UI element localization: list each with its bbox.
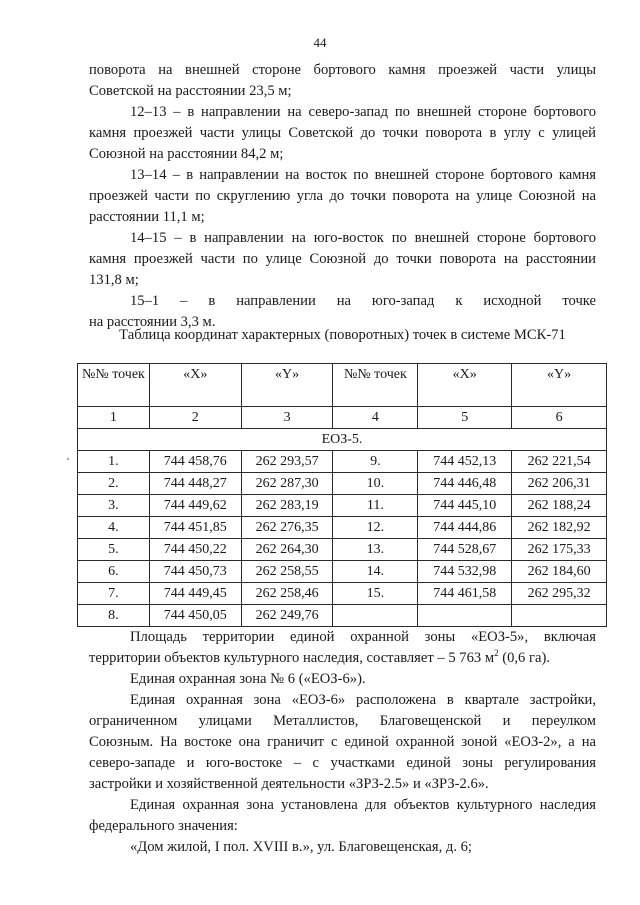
table-header-row bbox=[78, 364, 607, 407]
column-number: 5 bbox=[418, 407, 512, 429]
zone6-title: Единая охранная зона № 6 («ЕОЗ-6»). bbox=[130, 671, 366, 687]
table-cell: 744 450,22 bbox=[149, 539, 241, 561]
header-cell: «Y» bbox=[241, 364, 333, 407]
table-cell: 744 450,05 bbox=[149, 605, 241, 627]
header-cell: №№ точек bbox=[78, 364, 150, 407]
text-line: расстоянии 11,1 м; bbox=[89, 209, 205, 225]
table-cell: 744 461,58 bbox=[418, 583, 512, 605]
text-line: застройки и хозяйственной деятельности «ЗРЗ-2.5» и «ЗРЗ-2.6». bbox=[89, 776, 489, 792]
table-cell: 262 258,46 bbox=[241, 583, 333, 605]
table-column-numbers-row bbox=[78, 407, 607, 429]
column-number: 4 bbox=[333, 407, 418, 429]
table-cell: 262 293,57 bbox=[241, 451, 333, 473]
table-cell: 6. bbox=[78, 561, 150, 583]
table-cell: 8. bbox=[78, 605, 150, 627]
column-number: 6 bbox=[512, 407, 607, 429]
text-line: 14–15 – в направлении на юго-восток по внешней стороне бортового bbox=[130, 230, 596, 246]
table-cell: 4. bbox=[78, 517, 150, 539]
text-line: северо-западе и юго-востоке – с участками единой зоны регулирования bbox=[89, 755, 596, 771]
page-number: 44 bbox=[313, 35, 327, 50]
table-row bbox=[78, 495, 607, 517]
table-cell: 2. bbox=[78, 473, 150, 495]
text-line: камня проезжей части улицы Советской до точки поворота в углу с улицей bbox=[89, 125, 596, 141]
text-line: 131,8 м; bbox=[89, 272, 139, 288]
text-line: Союзным. На востоке она граничит с единой охранной зоной «ЕОЗ-2», а на bbox=[89, 734, 596, 750]
table-cell: 1. bbox=[78, 451, 150, 473]
table-cell: 744 445,10 bbox=[418, 495, 512, 517]
text-line: 13–14 – в направлении на восток по внешней стороне бортового камня bbox=[130, 167, 596, 183]
table-cell: 262 221,54 bbox=[512, 451, 607, 473]
table-cell: 744 452,13 bbox=[418, 451, 512, 473]
table-cell: 10. bbox=[333, 473, 418, 495]
text-line: на расстоянии 3,3 м. bbox=[89, 314, 216, 330]
object-item: «Дом жилой, I пол. XVIII в.», ул. Благовещенская, д. 6; bbox=[130, 839, 472, 855]
table-cell: 11. bbox=[333, 495, 418, 517]
header-cell: «X» bbox=[149, 364, 241, 407]
table-cell: 262 175,33 bbox=[512, 539, 607, 561]
text-line: 15–1 – в направлении на юго-запад к исходной точке bbox=[130, 293, 596, 309]
table-cell: 262 258,55 bbox=[241, 561, 333, 583]
area-text: территории объектов культурного наследия, составляет – 5 763 м bbox=[89, 650, 495, 666]
table-row bbox=[78, 561, 607, 583]
header-cell: №№ точек bbox=[333, 364, 418, 407]
header-cell: «X» bbox=[418, 364, 512, 407]
table-cell bbox=[333, 605, 418, 627]
table-zone-row bbox=[78, 429, 607, 451]
table-cell: 744 449,62 bbox=[149, 495, 241, 517]
table-cell: 744 451,85 bbox=[149, 517, 241, 539]
column-number: 1 bbox=[78, 407, 150, 429]
table-cell: 744 532,98 bbox=[418, 561, 512, 583]
table-cell: 262 283,19 bbox=[241, 495, 333, 517]
text-line: Единая охранная зона «ЕОЗ-6» расположена в квартале застройки, bbox=[130, 692, 596, 708]
header-cell: «Y» bbox=[512, 364, 607, 407]
text-line: проезжей части по скруглению угла до точки поворота на улице Союзной на bbox=[89, 188, 596, 204]
table-cell: 12. bbox=[333, 517, 418, 539]
table-cell: 262 276,35 bbox=[241, 517, 333, 539]
table-title: Таблица координат характерных (поворотных) точек в системе МСК-71 bbox=[119, 327, 566, 343]
text-line: федерального значения: bbox=[89, 818, 238, 834]
table-cell: 744 448,27 bbox=[149, 473, 241, 495]
text-line: Союзной на расстоянии 84,2 м; bbox=[89, 146, 284, 162]
text-line: поворота на внешней стороне бортового камня проезжей части улицы bbox=[89, 62, 596, 78]
table-cell: 744 449,45 bbox=[149, 583, 241, 605]
table-cell: 5. bbox=[78, 539, 150, 561]
zone-label: ЕОЗ-5. bbox=[78, 429, 607, 451]
text-line: камня проезжей части по улице Союзной до точки поворота на расстоянии bbox=[89, 251, 596, 267]
column-number: 2 bbox=[149, 407, 241, 429]
text-line: Советской на расстоянии 23,5 м; bbox=[89, 83, 292, 99]
table-cell: 15. bbox=[333, 583, 418, 605]
table-body bbox=[78, 451, 607, 627]
after-text bbox=[89, 627, 596, 858]
margin-dot bbox=[67, 458, 69, 460]
table-cell: 14. bbox=[333, 561, 418, 583]
table-cell: 744 446,48 bbox=[418, 473, 512, 495]
table-cell: 262 206,31 bbox=[512, 473, 607, 495]
table-cell: 262 182,92 bbox=[512, 517, 607, 539]
table-cell: 262 287,30 bbox=[241, 473, 333, 495]
table-cell: 7. bbox=[78, 583, 150, 605]
table-cell: 9. bbox=[333, 451, 418, 473]
area-text-end: (0,6 га). bbox=[498, 650, 550, 666]
text-line: Единая охранная зона установлена для объектов культурного наследия bbox=[130, 797, 596, 813]
coordinates-table bbox=[77, 363, 607, 627]
text-line: Площадь территории единой охранной зоны «ЕОЗ-5», включая bbox=[130, 629, 596, 645]
table-cell bbox=[512, 605, 607, 627]
table-cell: 262 295,32 bbox=[512, 583, 607, 605]
table-cell: 13. bbox=[333, 539, 418, 561]
table-cell: 262 264,30 bbox=[241, 539, 333, 561]
table-cell bbox=[418, 605, 512, 627]
table-cell: 262 188,24 bbox=[512, 495, 607, 517]
table-cell: 3. bbox=[78, 495, 150, 517]
table-row bbox=[78, 473, 607, 495]
table-cell: 262 249,76 bbox=[241, 605, 333, 627]
table-row bbox=[78, 539, 607, 561]
table-row bbox=[78, 605, 607, 627]
table-cell: 744 528,67 bbox=[418, 539, 512, 561]
area-superscript: 2 bbox=[494, 648, 499, 659]
table-cell: 744 444,86 bbox=[418, 517, 512, 539]
table-row bbox=[78, 451, 607, 473]
table-cell: 262 184,60 bbox=[512, 561, 607, 583]
table-row bbox=[78, 583, 607, 605]
text-line bbox=[89, 648, 596, 669]
table-row bbox=[78, 517, 607, 539]
column-number: 3 bbox=[241, 407, 333, 429]
table-cell: 744 450,73 bbox=[149, 561, 241, 583]
text-line: 12–13 – в направлении на северо-запад по внешней стороне бортового bbox=[130, 104, 596, 120]
text-line: ограниченном улицами Металлистов, Благовещенской и переулком bbox=[89, 713, 596, 729]
table-cell: 744 458,76 bbox=[149, 451, 241, 473]
intro-text bbox=[89, 60, 596, 333]
